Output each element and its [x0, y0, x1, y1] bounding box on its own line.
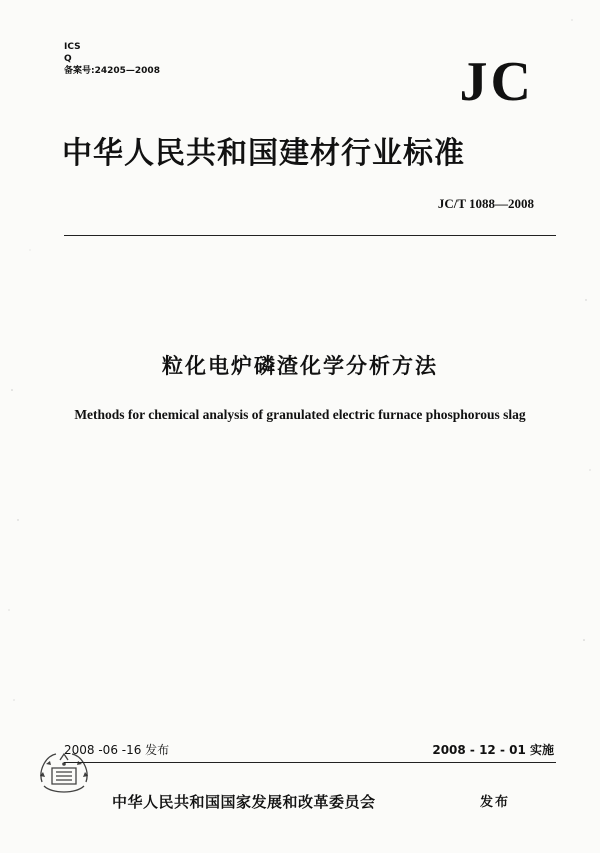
issuing-authority-suffix: 发布	[480, 795, 511, 810]
standard-number: JC/T 1088—2008	[437, 196, 534, 211]
bottom-divider	[64, 762, 556, 763]
ccs-code: Q	[64, 54, 72, 64]
top-divider	[64, 235, 556, 236]
ics-code: ICS	[64, 42, 81, 52]
issuing-authority: 中华人民共和国国家发展和改革委员会	[112, 793, 376, 811]
effective-date: 2008 - 12 - 01 实施	[432, 743, 554, 757]
record-number: 备案号:24205—2008	[64, 66, 160, 76]
standard-title-chinese: 粒化电炉磷渣化学分析方法	[162, 354, 438, 378]
standard-title-english: Methods for chemical analysis of granulated electric furnace phosphorous slag	[74, 407, 526, 422]
industry-standard-title: 中华人民共和国建材行业标准	[62, 136, 465, 171]
jc-logo: JC	[459, 51, 534, 113]
issue-date: 2008 -06 -16 发布	[64, 743, 170, 757]
